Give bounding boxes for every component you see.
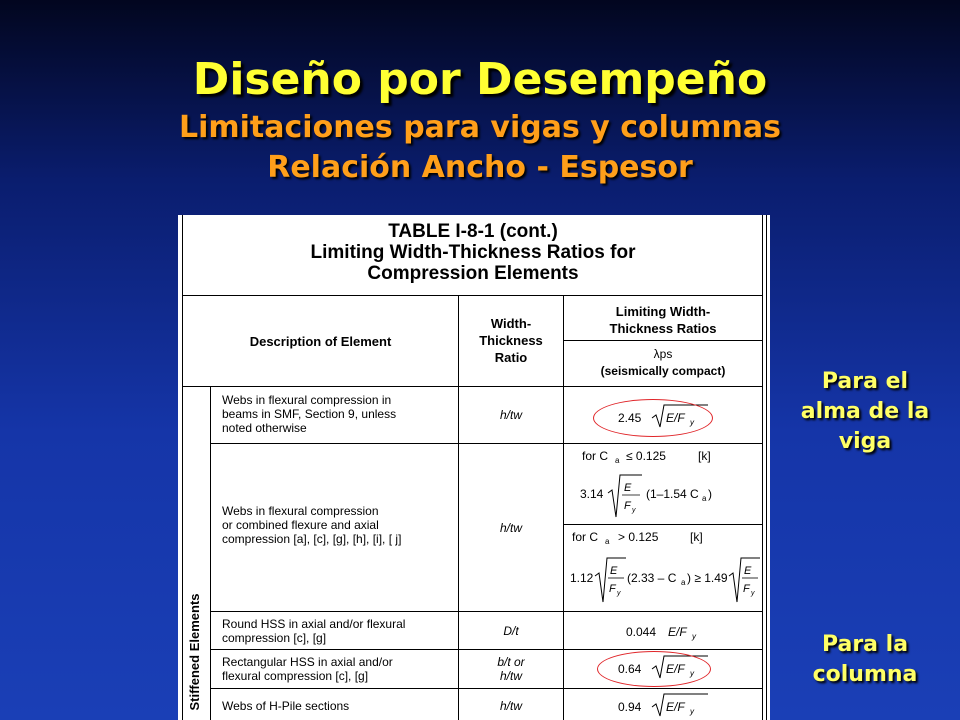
row-1-limit-value: 2.45: [618, 411, 642, 425]
row-2-limit-b-num2: E: [744, 565, 752, 577]
row-2-limit-b-den-sub: y: [617, 590, 621, 597]
row-2-limit-b-den2-sub: y: [751, 590, 755, 597]
table-title-line-2: Limiting Width-Thickness Ratios for: [310, 242, 636, 263]
header-description: Description of Element: [249, 334, 392, 349]
row-2-limit-a-den-sub: y: [632, 507, 636, 514]
header-lambda: [564, 346, 762, 380]
row-1-limit-sub: y: [690, 418, 694, 427]
row-4-ratio-line-2: h/tw: [499, 669, 522, 683]
header-ratio: [459, 315, 563, 366]
row-5-limit-term: E/F: [666, 700, 685, 714]
slide-subtitle-line-1: Limitaciones para vigas y columnas: [178, 110, 782, 145]
row-1-desc-line-3: noted otherwise: [222, 421, 307, 435]
row-1-ratio: h/tw: [499, 408, 522, 422]
header-lambda-symbol: λps: [653, 347, 673, 361]
row-2-limit-a-condition: for C: [582, 449, 609, 463]
row-3-limit: [618, 619, 728, 645]
row-2-limit-a-num: E: [624, 482, 632, 494]
rule-under-header: [182, 386, 763, 387]
row-3-description: [222, 617, 452, 645]
row-2-limit-a-paren-sub: a: [702, 494, 707, 503]
row-3-desc-line-1: Round HSS in axial and/or flexural: [222, 617, 406, 631]
row-2-limit-b-bound: ) ≥ 1.49: [687, 571, 728, 585]
table-left-border: [182, 215, 183, 720]
row-1-limit-term: E/F: [666, 411, 685, 425]
row-2-desc-line-2: or combined flexure and axial: [222, 518, 379, 532]
row-2-ratio: h/tw: [499, 521, 522, 535]
row-2-limit-a-relation: ≤ 0.125: [626, 449, 666, 463]
row-2-limit-b-coef: 1.12: [570, 571, 594, 585]
group-label-stiffened: Stiffened Elements: [187, 593, 202, 711]
row-2-desc-line-3: compression [a], [c], [g], [h], [i], [ j]: [222, 532, 402, 546]
note-column-line-1: Para la: [821, 632, 909, 657]
row-1-desc-line-2: beams in SMF, Section 9, unless: [222, 407, 397, 421]
note-beam-line-3: viga: [838, 429, 892, 454]
row-2-limit-b-den2: F: [743, 583, 750, 595]
row-5-ratio: h/tw: [499, 699, 522, 713]
header-ratio-line-2: Thickness: [479, 333, 543, 348]
table-title: [178, 221, 768, 284]
note-column-line-2: columna: [812, 662, 918, 687]
row-3-desc-line-2: compression [c], [g]: [222, 631, 327, 645]
rule-row-2-split: [563, 524, 763, 525]
table-title-line-3: Compression Elements: [367, 263, 579, 284]
row-2-limit-b-den: F: [609, 583, 616, 595]
slide-title: Diseño por Desempeño: [192, 54, 768, 105]
row-4-ratio: [459, 655, 563, 683]
row-4-ratio-line-1: b/t or: [497, 655, 525, 669]
row-2-limit-b: [564, 526, 762, 610]
note-column: [785, 630, 945, 690]
row-2-limit-a: [564, 447, 762, 523]
row-1-description: [222, 393, 452, 435]
row-4-desc-line-1: Rectangular HSS in axial and/or: [222, 655, 393, 669]
row-3-ratio: D/t: [503, 624, 519, 638]
row-2-limit-a-note: [k]: [698, 449, 711, 463]
row-2-limit-b-condition: for C: [572, 530, 599, 544]
note-beam-web: [785, 367, 945, 457]
row-2-limit-a-sub: a: [615, 456, 620, 465]
limits-table: [178, 215, 770, 720]
row-2-limit-b-relation: > 0.125: [618, 530, 659, 544]
header-limiting: [564, 303, 762, 337]
row-4-description: [222, 655, 452, 683]
row-5-limit: [608, 691, 718, 720]
rule-row-3: [210, 649, 763, 650]
row-3-limit-term: E/F: [668, 625, 687, 639]
row-2-limit-b-paren-sub: a: [681, 578, 686, 587]
row-2-limit-b-paren: (2.33 – C: [627, 571, 677, 585]
row-2-desc-line-1: Webs in flexural compression: [222, 504, 379, 518]
header-limiting-line-2: Thickness Ratios: [609, 321, 717, 336]
red-circle-column: [597, 651, 711, 687]
row-2-description: [222, 504, 452, 546]
table-title-line-1: TABLE I-8-1 (cont.): [388, 221, 558, 242]
slide-subtitle-line-2: Relación Ancho - Espesor: [267, 150, 693, 185]
row-2-limit-b-sub: a: [605, 537, 610, 546]
rule-group-column: [210, 386, 211, 720]
row-2-limit-a-coef: 3.14: [580, 487, 604, 501]
header-ratio-line-1: Width-: [490, 316, 532, 331]
header-limiting-line-1: Limiting Width-: [615, 304, 711, 319]
row-2-limit-b-note: [k]: [690, 530, 703, 544]
red-circle-beam: [593, 399, 713, 437]
note-beam-line-2: alma de la: [800, 399, 930, 424]
row-3-limit-value: 0.044: [626, 625, 657, 639]
row-1-desc-line-1: Webs in flexural compression in: [222, 393, 392, 407]
row-5-limit-sub: y: [690, 707, 694, 716]
table-right-border: [762, 215, 763, 720]
rule-row-1: [210, 443, 763, 444]
row-4-limit-sub: y: [690, 669, 694, 678]
row-5-limit-value: 0.94: [618, 700, 642, 714]
row-3-limit-sub: y: [692, 632, 696, 641]
row-2-limit-a-den: F: [624, 500, 631, 512]
row-4-limit-value: 0.64: [618, 662, 642, 676]
rule-row-2: [210, 611, 763, 612]
table-right-border-double: [766, 215, 767, 720]
rule-under-title: [182, 295, 763, 296]
title-block: [0, 52, 960, 188]
row-5-description: Webs of H-Pile sections: [222, 699, 350, 713]
row-2-limit-b-num: E: [610, 565, 618, 577]
row-2-limit-a-paren: (1–1.54 C: [646, 487, 699, 501]
row-4-desc-line-2: flexural compression [c], [g]: [222, 669, 369, 683]
rule-row-4: [210, 688, 763, 689]
header-ratio-line-3: Ratio: [494, 350, 528, 365]
row-4-limit-term: E/F: [666, 662, 685, 676]
row-2-limit-a-paren-close: ): [708, 487, 712, 501]
rule-header-split: [563, 340, 763, 341]
note-beam-line-1: Para el: [821, 369, 909, 394]
header-lambda-note: (seismically compact): [600, 364, 726, 378]
